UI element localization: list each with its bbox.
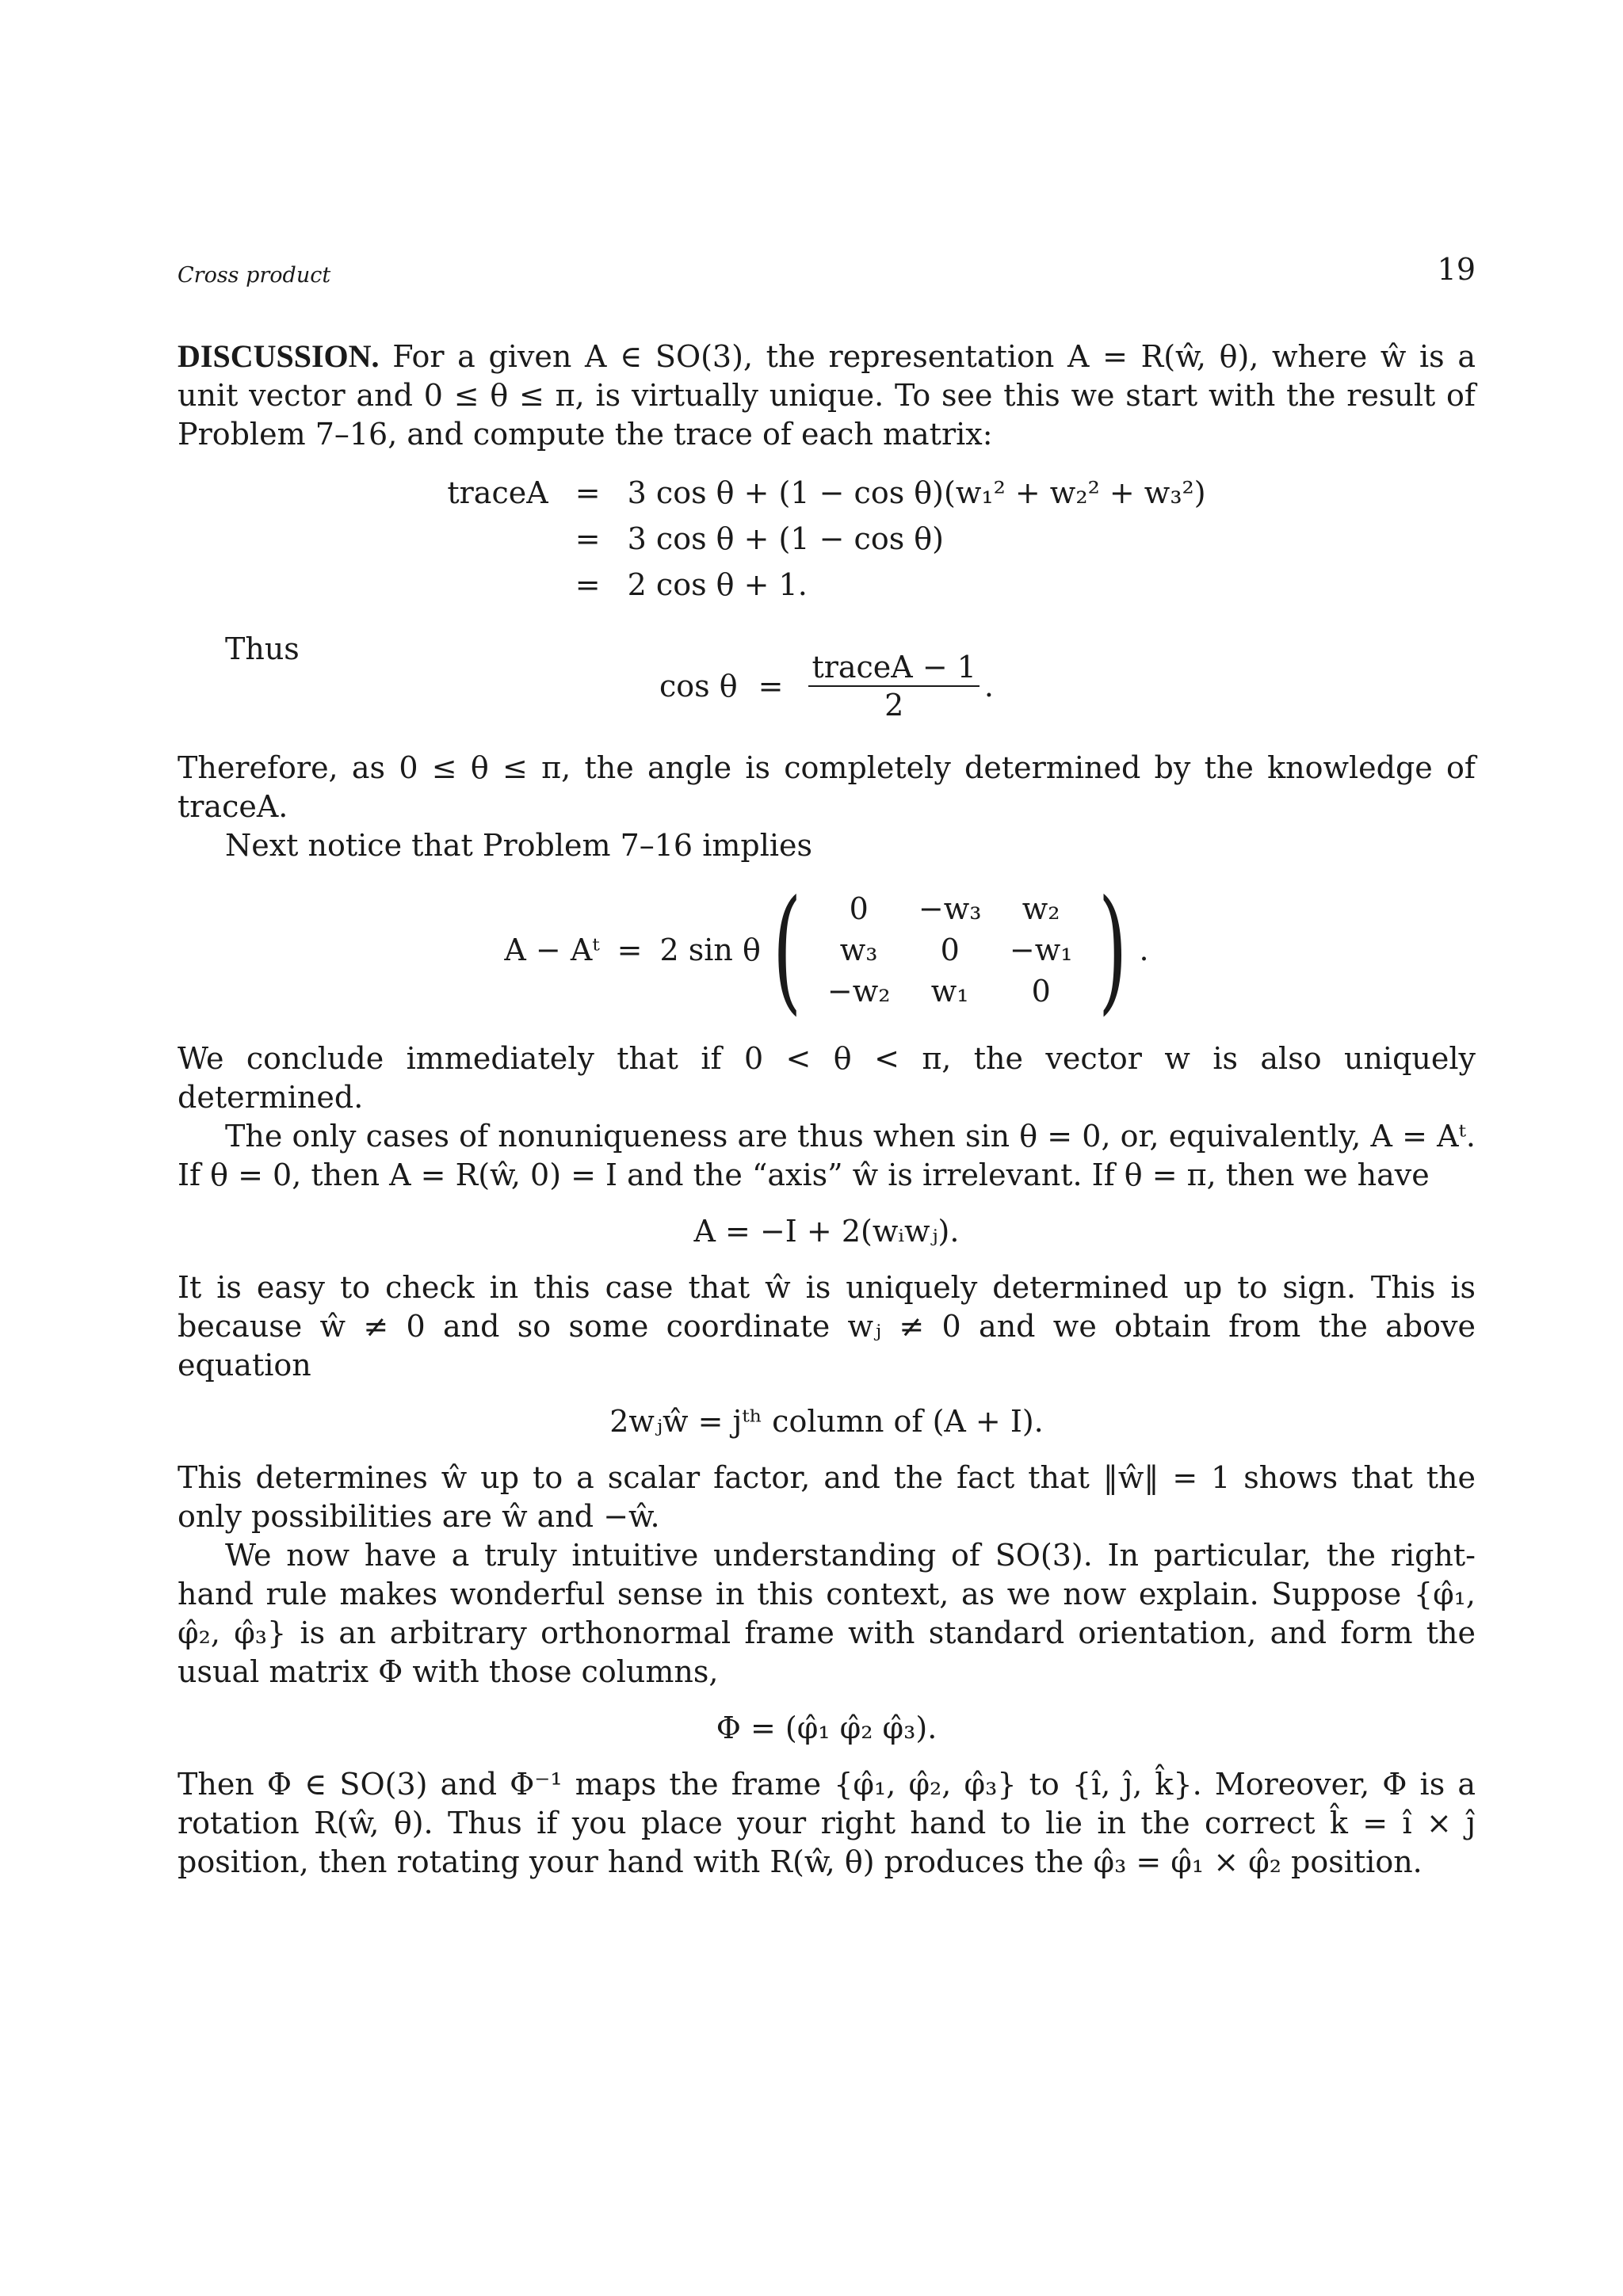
theta-pi-equation: A = −I + 2(wᵢwⱼ). [693,1214,960,1249]
trace-eq-row-3: 2 cos θ + 1. [627,566,808,602]
right-paren: ) [1098,871,1128,1028]
conclude-paragraph: We conclude immediately that if 0 < θ < π, the vector w is also uniquely determined. [178,1041,1476,1115]
easy-check-paragraph: It is easy to check in this case that ŵ is uniquely determined up to sign. This is because ŵ ≠ 0 and so some coordinate wⱼ ≠ 0 and we obtain from the above equation [178,1270,1476,1383]
cos-theta-equation [178,649,1476,723]
phi-equation: Φ = (φ̂₁ φ̂₂ φ̂₃). [716,1711,938,1745]
trace-eq-lhs: traceA [447,475,548,510]
running-title: Cross product [178,263,331,288]
fraction-denominator: 2 [884,688,904,723]
page-header [178,252,1476,299]
matrix-eq-end: . [1139,932,1149,967]
matrix-cell: 0 [849,891,869,926]
discussion-paragraph [178,337,1476,454]
cos-theta-fraction [808,649,979,723]
fraction-numerator: traceA − 1 [808,649,979,687]
discussion-label: DISCUSSION. [178,338,380,374]
trace-eq-op-1: = [575,475,601,510]
trace-eq-op-3: = [575,566,601,602]
matrix-cell: w₂ [1022,891,1060,926]
discussion-text: For a given A ∈ SO(3), the representation A = R(ŵ, θ), where ŵ is a unit vector and 0 ≤ θ ≤ π, is virtually unique. To see this we start with the result of Problem 7–16, and compute the trace of each matrix: [178,339,1476,452]
next-notice-paragraph: Next notice that Problem 7–16 implies [225,828,812,863]
intuitive-paragraph: We now have a truly intuitive understanding of SO(3). In particular, the right-hand rule makes wonderful sense in this context, as we now explain. Suppose {φ̂₁, φ̂₂, φ̂₃} is an arbitrary orthonormal frame with standard orientation, and form the usual matrix Φ with those columns, [178,1538,1476,1689]
matrix-cell: −w₁ [1009,932,1073,967]
column-equation: 2wⱼŵ = jᵗʰ column of (A + I). [609,1404,1044,1439]
skew-matrix-equation [178,871,1476,1028]
matrix-cell: −w₃ [918,891,982,926]
page-number: 19 [1437,252,1476,287]
matrix-cell: −w₂ [827,973,891,1009]
cos-theta-op: = [758,668,784,704]
matrix-eq-lhs: A − Aᵗ [504,932,600,967]
then-paragraph: Then Φ ∈ SO(3) and Φ⁻¹ maps the frame {φ̂₁, φ̂₂, φ̂₃} to {î, ĵ, k̂}. Moreover, Φ is a rotation R(ŵ, θ). Thus if you place your right hand to lie in the correct k̂ = î × ĵ position, then rotating your hand with R(ŵ, θ) produces the φ̂₃ = φ̂₁ × φ̂₂ position. [178,1767,1476,1879]
therefore-paragraph: Therefore, as 0 ≤ θ ≤ π, the angle is completely determined by the knowledge of traceA. [178,750,1476,824]
trace-eq-op-2: = [575,521,601,556]
trace-eq-row-2: 3 cos θ + (1 − cos θ) [627,521,944,556]
thus-label: Thus [225,631,300,666]
skew-matrix [813,888,1086,1012]
trace-equation [439,470,1213,608]
matrix-eq-factor: 2 sin θ [659,932,761,967]
cos-theta-lhs: cos θ [659,668,738,704]
page-body [178,337,1476,1882]
trace-eq-row-1: 3 cos θ + (1 − cos θ)(w₁² + w₂² + w₃²) [627,475,1206,510]
only-cases-paragraph: The only cases of nonuniqueness are thus when sin θ = 0, or, equivalently, A = Aᵗ. If θ = 0, then A = R(ŵ, 0) = I and the “axis” ŵ is irrelevant. If θ = π, then we have [178,1119,1476,1192]
left-paren: ( [772,871,802,1028]
cos-theta-end: . [983,668,995,704]
matrix-cell: 0 [940,932,960,967]
cos-theta-block [178,630,1476,749]
matrix-cell: w₃ [839,932,878,967]
matrix-cell: 0 [1031,973,1051,1009]
matrix-eq-op: = [617,932,643,967]
determines-paragraph: This determines ŵ up to a scalar factor, and the fact that ‖ŵ‖ = 1 shows that the only possibilities are ŵ and −ŵ. [178,1460,1476,1534]
matrix-cell: w₁ [930,973,969,1009]
